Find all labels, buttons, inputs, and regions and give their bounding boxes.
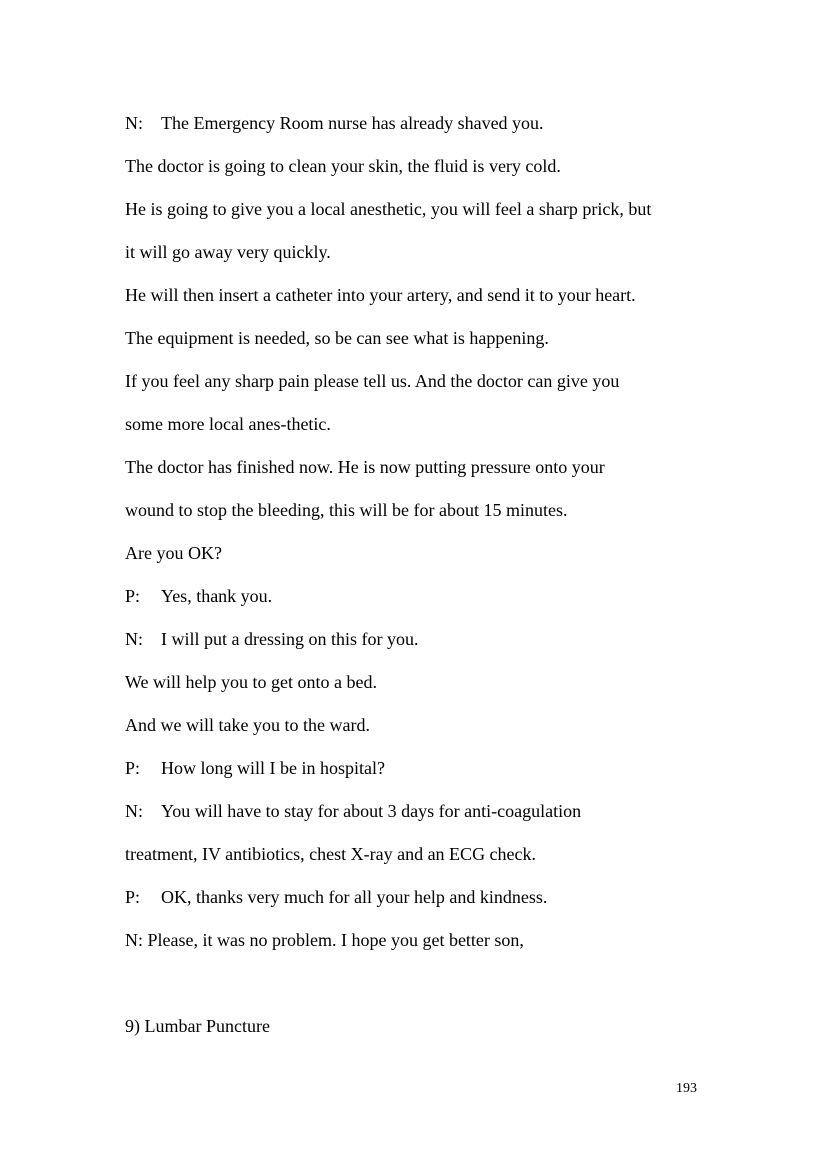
line-text: wound to stop the bleeding, this will be for about 15 minutes. (125, 500, 568, 520)
dialogue-line (125, 499, 567, 521)
line-text: treatment, IV antibiotics, chest X-ray and an ECG check. (125, 844, 537, 864)
line-text: And we will take you to the ward. (125, 715, 370, 735)
line-text: If you feel any sharp pain please tell us. And the doctor can give you (125, 371, 620, 391)
line-text: N: Please, it was no problem. I hope you get better son, (125, 930, 524, 950)
line-text: Yes, thank you. (161, 586, 273, 606)
speaker-label: N: (125, 113, 143, 133)
dialogue-line (125, 585, 272, 607)
line-text: The equipment is needed, so be can see what is happening. (125, 328, 549, 348)
speaker-label: N: (125, 629, 143, 649)
dialogue-line (125, 929, 524, 951)
dialogue-line (125, 671, 377, 693)
dialogue-line (125, 843, 536, 865)
dialogue-line (125, 241, 331, 263)
dialogue-line (125, 456, 605, 478)
line-text: it will go away very quickly. (125, 242, 331, 262)
dialogue-line (125, 370, 619, 392)
line-text: Are you OK? (125, 543, 222, 563)
dialogue-line (125, 112, 544, 134)
dialogue-line (125, 800, 581, 822)
dialogue-line (125, 542, 222, 564)
line-text: OK, thanks very much for all your help and kindness. (161, 887, 548, 907)
speaker-label: P: (125, 887, 141, 907)
dialogue-line (125, 413, 331, 435)
page-number: 193 (676, 1081, 697, 1096)
line-text: some more local anes-thetic. (125, 414, 331, 434)
line-text: How long will I be in hospital? (161, 758, 385, 778)
dialogue-line (125, 198, 651, 220)
dialogue-line (125, 628, 418, 650)
dialogue-line (125, 155, 561, 177)
dialogue-line (125, 714, 370, 736)
dialogue-line (125, 757, 385, 779)
section-heading: 9) Lumbar Puncture (125, 1016, 270, 1036)
line-text: The Emergency Room nurse has already shaved you. (161, 113, 544, 133)
line-text: We will help you to get onto a bed. (125, 672, 377, 692)
line-text: You will have to stay for about 3 days for anti-coagulation (161, 801, 582, 821)
line-text: He will then insert a catheter into your artery, and send it to your heart. (125, 285, 636, 305)
dialogue-line (125, 284, 636, 306)
line-text: The doctor has finished now. He is now putting pressure onto your (125, 457, 605, 477)
line-text: He is going to give you a local anesthetic, you will feel a sharp prick, but (125, 199, 652, 219)
dialogue-line (125, 886, 547, 908)
speaker-label: P: (125, 586, 141, 606)
line-text: The doctor is going to clean your skin, the fluid is very cold. (125, 156, 561, 176)
speaker-label: P: (125, 758, 141, 778)
speaker-label: N: (125, 801, 143, 821)
line-text: I will put a dressing on this for you. (161, 629, 419, 649)
dialogue-line (125, 327, 549, 349)
